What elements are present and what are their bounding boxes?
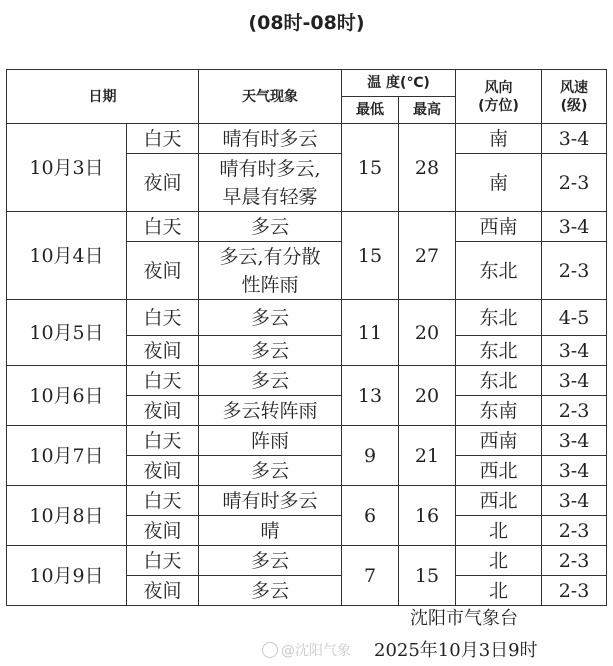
weather-night: 多云,有分散 性阵雨 [199,242,342,300]
date-cell: 10月6日 [7,366,127,426]
temp-low-cell: 13 [342,366,399,426]
period-night: 夜间 [127,336,199,366]
temp-low-cell: 11 [342,300,399,366]
date-cell: 10月7日 [7,426,127,486]
issuer: 沈阳市气象台 [410,608,518,629]
wind-speed-night: 2-3 [542,576,607,606]
weather-day: 晴有时多云 [199,124,342,154]
period-day: 白天 [127,300,199,336]
watermark-text: @沈阳气象 [281,643,351,659]
wind-speed-day: 3-4 [542,366,607,396]
temp-high-cell: 21 [399,426,456,486]
wind-dir-day: 南 [456,124,542,154]
weather-night: 多云 [199,576,342,606]
wind-dir-night: 南 [456,154,542,212]
wind-speed-day: 3-4 [542,124,607,154]
period-day: 白天 [127,486,199,516]
date-cell: 10月9日 [7,546,127,606]
temp-low-cell: 9 [342,426,399,486]
temp-high-cell: 20 [399,366,456,426]
header-date: 日期 [7,70,199,124]
wind-speed-night: 3-4 [542,456,607,486]
period-night: 夜间 [127,242,199,300]
wind-speed-day: 3-4 [542,212,607,242]
weibo-logo-icon [262,642,278,658]
forecast-table [6,69,607,606]
table-row [7,426,607,456]
date-cell: 10月3日 [7,124,127,212]
wind-dir-night: 东南 [456,396,542,426]
watermark [262,640,351,660]
temp-low-cell: 6 [342,486,399,546]
table-row [7,486,607,516]
weather-day: 多云 [199,300,342,336]
header-temp-low: 最低 [342,97,399,124]
wind-speed-night: 2-3 [542,154,607,212]
period-day: 白天 [127,546,199,576]
header-wind-direction: 风向 (方位) [456,70,542,124]
table-row [7,124,607,154]
temp-high-cell: 15 [399,546,456,606]
weather-night: 晴有时多云, 早晨有轻雾 [199,154,342,212]
wind-dir-day: 西南 [456,212,542,242]
period-day: 白天 [127,124,199,154]
period-night: 夜间 [127,396,199,426]
wind-speed-night: 2-3 [542,396,607,426]
wind-speed-day: 4-5 [542,300,607,336]
wind-speed-day: 2-3 [542,546,607,576]
temp-high-cell: 20 [399,300,456,366]
wind-dir-day: 西南 [456,426,542,456]
wind-speed-day: 3-4 [542,426,607,456]
wind-dir-day: 东北 [456,366,542,396]
header-temperature: 温 度(℃) [342,70,456,97]
wind-dir-night: 北 [456,576,542,606]
temp-low-cell: 7 [342,546,399,606]
period-day: 白天 [127,366,199,396]
wind-speed-night: 2-3 [542,516,607,546]
weather-day: 多云 [199,546,342,576]
header-weather: 天气现象 [199,70,342,124]
date-cell: 10月8日 [7,486,127,546]
temp-high-cell: 27 [399,212,456,300]
date-cell: 10月5日 [7,300,127,366]
wind-dir-night: 东北 [456,242,542,300]
weather-night: 多云 [199,456,342,486]
temp-low-cell: 15 [342,124,399,212]
wind-dir-night: 北 [456,516,542,546]
issue-time: 2025年10月3日9时 [374,640,538,661]
wind-speed-night: 2-3 [542,242,607,300]
period-night: 夜间 [127,516,199,546]
period-night: 夜间 [127,154,199,212]
temp-high-cell: 16 [399,486,456,546]
wind-dir-night: 东北 [456,336,542,366]
header-wind-speed: 风速 (级) [542,70,607,124]
temp-low-cell: 15 [342,212,399,300]
table-title: (08时-08时) [248,12,365,34]
weather-day: 多云 [199,366,342,396]
wind-dir-day: 北 [456,546,542,576]
date-cell: 10月4日 [7,212,127,300]
weather-day: 多云 [199,212,342,242]
header-temp-high: 最高 [399,97,456,124]
weather-night: 多云转阵雨 [199,396,342,426]
weather-night: 晴 [199,516,342,546]
table-row [7,300,607,336]
wind-speed-day: 3-4 [542,486,607,516]
wind-dir-day: 东北 [456,300,542,336]
weather-day: 阵雨 [199,426,342,456]
table-row [7,546,607,576]
weather-day: 晴有时多云 [199,486,342,516]
period-night: 夜间 [127,576,199,606]
temp-high-cell: 28 [399,124,456,212]
table-row [7,212,607,242]
weather-night: 多云 [199,336,342,366]
period-day: 白天 [127,212,199,242]
period-night: 夜间 [127,456,199,486]
wind-speed-night: 3-4 [542,336,607,366]
period-day: 白天 [127,426,199,456]
table-row [7,366,607,396]
wind-dir-night: 西北 [456,456,542,486]
wind-dir-day: 西北 [456,486,542,516]
